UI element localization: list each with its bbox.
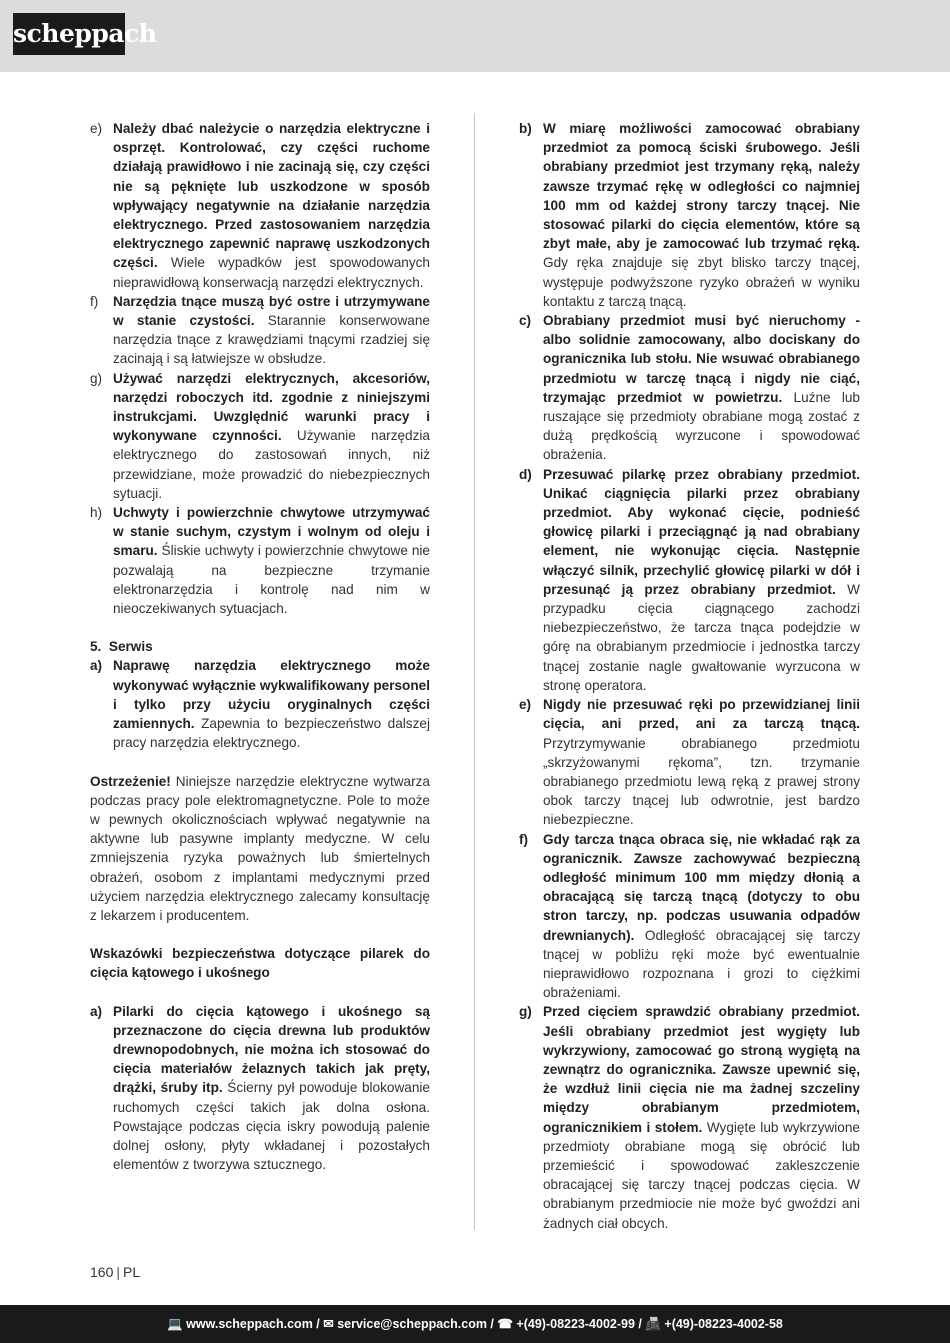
- item-label: f): [90, 293, 99, 309]
- section-heading-service: 5. Serwis: [90, 639, 153, 655]
- service-item: [90, 656, 430, 752]
- item-label: b): [519, 121, 532, 136]
- item-text: W przypadku cięcia ciągnącego zachodzi niebezpieczeństwo, że tarcza tnąca podejdzie w górę na obrabianym przedmiocie i jednostka tarczy tnącej zostanie nagle gwałtowanie wyrzucona w stronę operatora.: [543, 581, 860, 693]
- list-item: [519, 695, 860, 829]
- warning-paragraph: [90, 772, 430, 926]
- item-bold-text: Używać narzędzi elektrycznych, akcesoriów, narzędzi roboczych itd. zgodnie z niniejszymi instrukcjami. Uwzględnić warunki pracy i wykonywane czynności.: [113, 370, 430, 444]
- warning-label: Ostrzeżenie!: [90, 773, 171, 789]
- item-label: f): [519, 831, 529, 847]
- item-label: g): [519, 1004, 532, 1020]
- item-label: a): [90, 658, 103, 674]
- list-item: [90, 369, 430, 503]
- item-label: e): [90, 121, 103, 136]
- email-link[interactable]: service@scheppach.com: [337, 1317, 487, 1331]
- item-bold-text: Gdy tarcza tnąca obraca się, nie wkładać rąk za ogranicznik. Zawsze zachowywać bezpieczną odległość minimum 100 mm między dłonią a obracającą się tarczą tnącą (dotyczy to obu stron tarczy, np. podczas usuwania odpadów drewnianych).: [543, 831, 860, 943]
- page-number-value: 160: [90, 1264, 114, 1280]
- fax-number: +(49)-08223-4002-58: [664, 1317, 783, 1331]
- right-column: [519, 119, 860, 1233]
- list-item: [519, 1002, 860, 1232]
- warning-text: Niniejsze narzędzie elektryczne wytwarza podczas pracy pole elektromagnetyczne. Pole to może w pewnych okolicznościach wpływać negatywnie na aktywne lub pasywne implanty medyczne. W celu zmniejszenia ryzyka poważnych lub śmiertelnych obrażeń, osobom z implantami medycznymi przed użyciem narzędzia elektrycznego zalecamy konsultację z lekarzem i producentem.: [90, 773, 430, 923]
- item-bold-text: Naprawę narzędzia elektrycznego może wykonywać wyłącznie wykwalifikowany personel i tylko przy użyciu oryginalnych części zamiennych.: [113, 658, 430, 732]
- list-item: [519, 119, 860, 311]
- item-text: Luźne lub ruszające się przedmioty obrabiane mogą zostać z dużą prędkością wyrzucone i spowodować obrażenia.: [543, 389, 860, 463]
- phone-icon: ☎: [497, 1317, 517, 1331]
- item-label: a): [90, 1003, 103, 1019]
- item-bold-text: Przed cięciem sprawdzić obrabiany przedmiot. Jeśli obrabiany przedmiot jest wygięty lub wykrzywiony, zamocować go stroną wygiętą na zewnątrz do ogranicznika. Zawsze upewnić się, że wzdłuż linii cięcia nie ma żadnej szczeliny między obrabianym przedmiotem, ogranicznikiem i stołem.: [543, 1004, 860, 1135]
- item-bold-text: Uchwyty i powierzchnie chwytowe utrzymywać w stanie suchym, czystym i wolnym od oleju i smaru.: [113, 505, 430, 559]
- section-heading-saw: Wskazówki bezpieczeństwa dotyczące pilarek do cięcia kątowego i ukośnego: [90, 946, 430, 981]
- item-bold-text: Narzędzia tnące muszą być ostre i utrzymywane w stanie czystości.: [113, 293, 430, 329]
- brand-logo: scheppach: [13, 13, 125, 55]
- item-bold-text: Należy dbać należycie o narzędzia elektryczne i osprzęt. Kontrolować, czy części ruchome działają prawidłowo i nie zacinają się, czy części nie są pęknięte lub uszkodzone w sposób wpływający negatywnie na działanie narzędzia elektrycznego. Przed zastosowaniem narzędzia elektrycznego zapewnić naprawę uszkodzonych części.: [113, 121, 430, 271]
- item-text: Gdy ręka znajduje się zbyt blisko tarczy tnącej, występuje podwyższone ryzyko obrażeń w wyniku kontaktu z tarczą tnącą.: [543, 255, 860, 309]
- column-divider: [474, 113, 475, 1230]
- item-text: Śliskie uchwyty i powierzchnie chwytowe nie pozwalają na bezpieczne trzymanie elektronarzędzia i kontrolę nad nim w nieoczekiwanych sytuacjach.: [113, 543, 430, 617]
- item-text: Ścierny pył powoduje blokowanie ruchomych części takich jak dolna osłona. Powstające podczas cięcia iskry powodują palenie dolnej osłony, płyty wkładanej i pozostałych elementów z tworzywa sztucznego.: [113, 1080, 430, 1173]
- item-bold-text: W miarę możliwości zamocować obrabiany przedmiot za pomocą ściski śrubowego. Jeśli obrabiany przedmiot jest trzymany ręką, należy zawsze trzymać rękę w odległości co najmniej 100 mm od każdej strony tarczy tnącej. Nie stosować pilarki do cięcia elementów, które są zbyt małe, aby je zamocować lub trzymać ręką.: [543, 121, 860, 252]
- item-text: Starannie konserwowane narzędzia tnące z krawędziami tnącymi rzadziej się zacinają i są łatwiejsze w obsłudze.: [113, 313, 430, 367]
- list-item: [90, 292, 430, 369]
- list-item: [519, 830, 860, 1003]
- item-bold-text: Pilarki do cięcia kątowego i ukośnego są przeznaczone do cięcia drewna lub produktów drewnopodobnych, nie można ich stosować do cięcia materiałów żelaznych takich jak pręty, drążki, śruby itp.: [113, 1003, 430, 1096]
- item-text: Przytrzymywanie obrabianego przedmiotu „skrzyżowanymi rękoma”, tzn. trzymanie obrabianego przedmiotu lewą ręką z prawej strony obok tarczy tnącej lub odwrotnie, jest bardzo niebezpieczne.: [543, 735, 860, 828]
- item-label: c): [519, 313, 532, 329]
- left-column: [90, 119, 430, 1174]
- item-label: d): [519, 466, 532, 482]
- item-bold-text: Obrabiany przedmiot musi być nieruchomy - albo solidnie zamocowany, albo dociskany do ogranicznika lub stołu. Nie wsuwać obrabianego przedmiotu w tarczę tnącą i nigdy nie ciąć, trzymając przedmiot w powietrzu.: [543, 313, 860, 405]
- fax-icon: 📠: [645, 1317, 665, 1331]
- item-label: g): [90, 370, 103, 386]
- item-label: e): [519, 697, 532, 713]
- computer-icon: 💻: [167, 1317, 187, 1331]
- page-number: 160 | PL: [90, 1264, 141, 1280]
- saw-item: [90, 1002, 430, 1175]
- item-label: h): [90, 505, 103, 521]
- website-link[interactable]: www.scheppach.com: [186, 1317, 313, 1331]
- list-item: [519, 465, 860, 695]
- item-text: Wiele wypadków jest spowodowanych nieprawidłową konserwacją narzędzi elektrycznych.: [113, 255, 430, 290]
- list-item: [519, 311, 860, 465]
- page-header: [0, 0, 950, 72]
- page-footer: 💻 www.scheppach.com / ✉ service@scheppach.com / ☎ +(49)-08223-4002-99 / 📠 +(49)-08223-4002-58: [0, 1305, 950, 1343]
- item-text: Odległość obracającej się tarczy tnącej w pobliżu ręki może być ewentualnie nieprawidłowo rozpoznana i grozi to ciężkimi obrażeniami.: [543, 927, 860, 1001]
- item-text: Używanie narzędzia elektrycznego do zastosowań innych, niż przewidziane, może prowadzić do niebezpiecznych sytuacji.: [113, 428, 430, 501]
- language-code: PL: [123, 1264, 141, 1280]
- list-item: [90, 119, 430, 292]
- item-text: Wygięte lub wykrzywione przedmioty obrabiane mogą się obrócić lub przemieścić i spowodować zakleszczenie obracającej się tarczy tnącej podczas cięcia. W obrabianym przedmiocie nie może być gwoździ ani żadnych ciał obcych.: [543, 1119, 860, 1231]
- phone-number: +(49)-08223-4002-99: [516, 1317, 635, 1331]
- list-item: [90, 503, 430, 618]
- instruction-list: [90, 119, 430, 618]
- item-text: Zapewnia to bezpieczeństwo dalszej pracy narzędzia elektrycznego.: [113, 716, 430, 751]
- item-bold-text: Przesuwać pilarkę przez obrabiany przedmiot. Unikać ciągnięcia pilarki przez obrabiany przedmiot. Aby wykonać cięcie, podnieść głowicę pilarki i przeciągnąć ją nad obrabiany element, nie wykonując cięcia. Następnie włączyć silnik, przechylić głowicę pilarki w dół i przesunąć ją przez obrabiany przedmiot.: [543, 466, 860, 597]
- email-icon: ✉: [323, 1317, 338, 1331]
- saw-instruction-list: [519, 119, 860, 1233]
- item-bold-text: Nigdy nie przesuwać ręki po przewidzianej linii cięcia, ani przed, ani za tarczą tnącą.: [543, 697, 860, 732]
